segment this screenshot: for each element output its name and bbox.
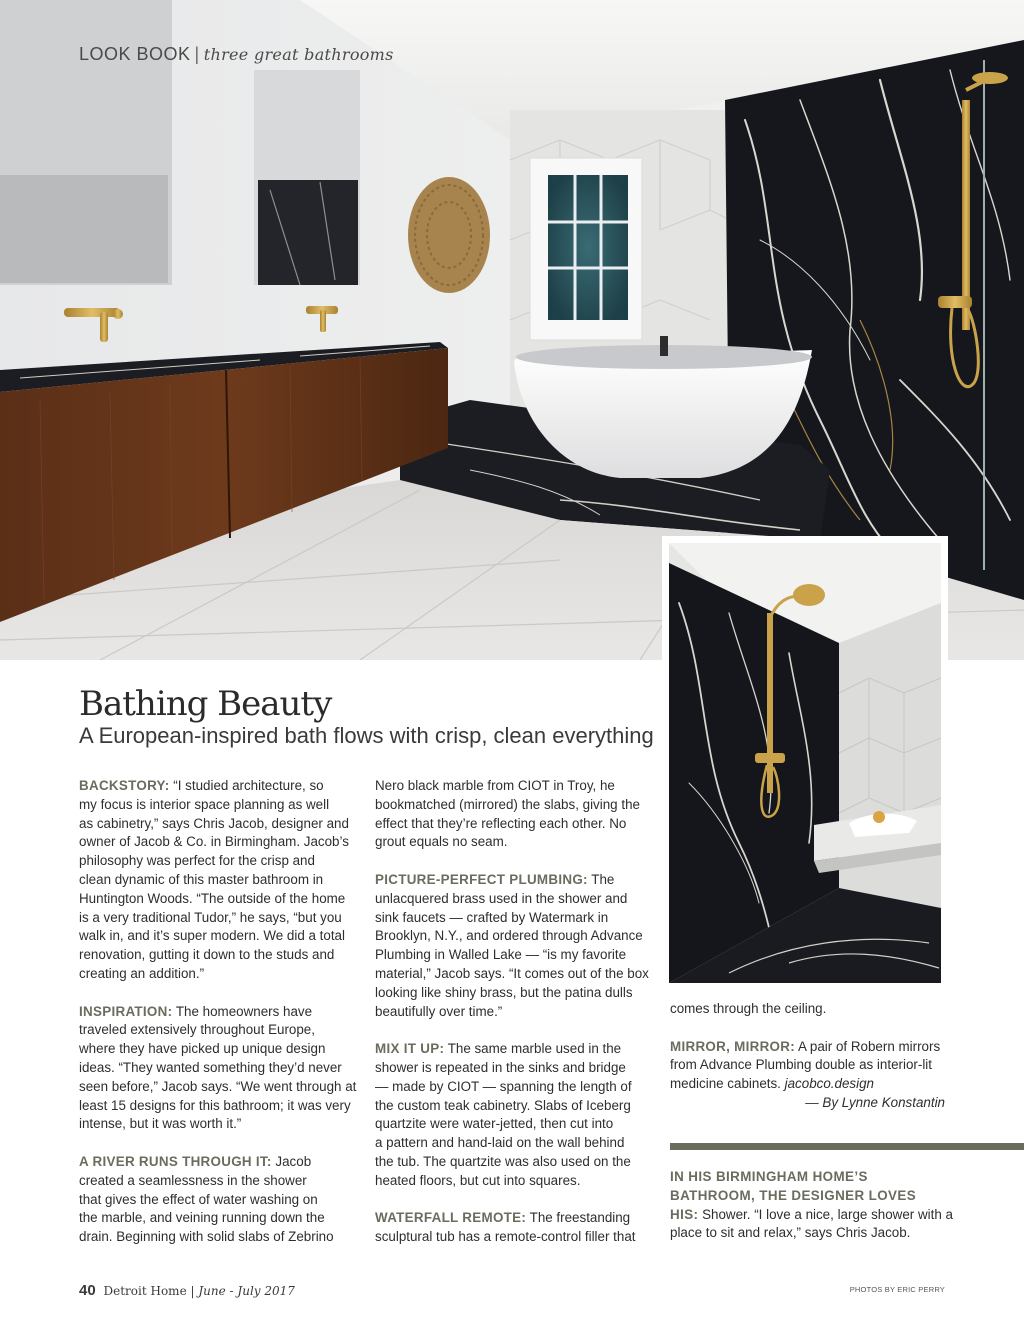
- body-text: bookmatched (mirrored) the slabs, giving the: [375, 796, 640, 812]
- text-line: [375, 984, 655, 1003]
- section-separator: |: [194, 44, 200, 64]
- article-deck: A European-inspired bath flows with crisp, clean everything: [79, 723, 654, 748]
- sidebar: [670, 1168, 960, 1243]
- paragraph-gap: [375, 852, 655, 871]
- inset-photo-illustration: [669, 543, 941, 983]
- text-line: [375, 1153, 655, 1172]
- article-headline: Bathing Beauty: [79, 684, 332, 724]
- body-text: unlacquered brass used in the shower and: [375, 890, 628, 906]
- body-text: that gives the effect of water washing on: [79, 1191, 318, 1207]
- text-line: [375, 890, 655, 909]
- text-line: [79, 796, 359, 815]
- paragraph-gap: [670, 1019, 950, 1038]
- sidebar-heading-line: IN HIS BIRMINGHAM HOME’S: [670, 1169, 868, 1184]
- magazine-name: Detroit Home: [103, 1284, 187, 1298]
- body-text: The freestanding: [526, 1210, 631, 1226]
- subhead: BACKSTORY:: [79, 778, 170, 793]
- body-text: owner of Jacob & Co. in Birmingham. Jacob’s: [79, 834, 349, 850]
- body-text: looking like shiny brass, but the patina dulls: [375, 984, 633, 1000]
- body-text: least 15 designs for this bathroom; it was very: [79, 1097, 351, 1113]
- page-number: 40: [79, 1282, 96, 1299]
- body-text: ideas. “They wanted something they’d never: [79, 1059, 342, 1075]
- text-line: [79, 852, 359, 871]
- body-text: my focus is interior space planning as well: [79, 796, 330, 812]
- body-text: shower is repeated in the sinks and bridge: [375, 1059, 626, 1075]
- subhead: INSPIRATION:: [79, 1003, 173, 1019]
- text-line: [79, 833, 359, 852]
- body-text: the tub. The quartzite was also used on the: [375, 1153, 631, 1169]
- body-text: The: [587, 871, 615, 887]
- text-line: [375, 965, 655, 984]
- article-column-1: [79, 777, 359, 1247]
- text-line: [670, 1056, 950, 1075]
- text-line: [79, 927, 359, 946]
- body-text: walk in, and it’s super modern. We did a total: [79, 928, 345, 944]
- text-line: [375, 1078, 655, 1097]
- body-text: created a seamlessness in the shower: [79, 1172, 307, 1188]
- text-line: [375, 1115, 655, 1134]
- body-text: beautifully over time.”: [375, 1003, 503, 1019]
- article-byline: — By Lynne Konstantin: [805, 1094, 945, 1110]
- paragraph-gap: [375, 1021, 655, 1040]
- sidebar-text-line: [670, 1206, 960, 1225]
- body-text: traveled extensively throughout Europe,: [79, 1022, 315, 1038]
- text-line: [79, 1021, 359, 1040]
- text-line: [375, 815, 655, 834]
- text-line: [375, 796, 655, 815]
- text-line: [375, 1097, 655, 1116]
- text-line: [375, 871, 655, 890]
- text-line: [79, 1097, 359, 1116]
- inset-photo: [662, 536, 948, 990]
- text-line: [375, 833, 655, 852]
- text-line: [79, 1003, 359, 1022]
- issue-date: June - July 2017: [198, 1284, 295, 1298]
- body-text: Nero black marble from CIOT in Troy, he: [375, 778, 615, 793]
- subhead: A RIVER RUNS THROUGH IT:: [79, 1153, 272, 1169]
- paragraph-gap: [79, 1134, 359, 1153]
- body-text: drain. Beginning with solid slabs of Zebrino: [79, 1229, 334, 1245]
- sidebar-text-line: place to sit and relax,” says Chris Jacob.: [670, 1225, 911, 1241]
- text-line: [375, 1003, 655, 1022]
- body-text: — made by CIOT — spanning the length of: [375, 1078, 632, 1094]
- subhead: MIX IT UP:: [375, 1041, 445, 1057]
- body-text: A pair of Robern mirrors: [795, 1038, 941, 1054]
- paragraph-gap: [79, 984, 359, 1003]
- body-text: “I studied architecture, so: [169, 778, 324, 793]
- body-text: where they have picked up unique design: [79, 1041, 326, 1057]
- text-line: [79, 909, 359, 928]
- photo-credit: PHOTOS BY ERIC PERRY: [849, 1285, 945, 1294]
- body-text: seen before,” Jacob says. “We went through at: [79, 1078, 357, 1094]
- body-text: heated floors, but cut into squares.: [375, 1172, 581, 1188]
- text-line: [375, 1059, 655, 1078]
- article-column-3: [670, 1000, 950, 1113]
- body-text: medicine cabinets.: [670, 1076, 785, 1092]
- page-folio: [79, 1282, 295, 1299]
- body-text: the custom teak cabinetry. Slabs of Iceberg: [375, 1097, 631, 1113]
- body-text: grout equals no seam.: [375, 834, 508, 850]
- folio-separator: |: [190, 1284, 195, 1298]
- text-line: [670, 1000, 950, 1019]
- text-line: [375, 927, 655, 946]
- body-text: material,” Jacob says. “It comes out of the box: [375, 965, 649, 981]
- text-line: [79, 1115, 359, 1134]
- text-line: [79, 890, 359, 909]
- text-line: [79, 1209, 359, 1228]
- body-text: clean dynamic of this master bathroom in: [79, 871, 324, 887]
- subhead: PICTURE-PERFECT PLUMBING:: [375, 871, 588, 887]
- text-line: [79, 1153, 359, 1172]
- body-text: as cabinetry,” says Chris Jacob, designer and: [79, 815, 349, 831]
- sidebar-rule: [670, 1143, 1024, 1150]
- body-text: comes through the ceiling.: [670, 1001, 827, 1016]
- text-line: [670, 1038, 950, 1057]
- text-line: [375, 909, 655, 928]
- text-line: [375, 1228, 655, 1247]
- subhead: WATERFALL REMOTE:: [375, 1210, 527, 1226]
- body-text: Brooklyn, N.Y., and ordered through Advance: [375, 928, 643, 944]
- text-line: [670, 1075, 950, 1094]
- text-line: [79, 1172, 359, 1191]
- text-line: [79, 777, 359, 796]
- paragraph-gap: [375, 1191, 655, 1210]
- body-text: is a very traditional Tudor,” he says, “but you: [79, 909, 342, 925]
- body-text: quartzite were water-jetted, then cut into: [375, 1116, 614, 1132]
- body-text: the marble, and veining running down the: [79, 1210, 325, 1226]
- body-text: The homeowners have: [172, 1003, 313, 1019]
- body-text: philosophy was perfect for the crisp and: [79, 853, 315, 869]
- section-name: LOOK BOOK: [79, 44, 191, 64]
- sidebar-heading-line: BATHROOM, THE DESIGNER LOVES: [670, 1187, 917, 1203]
- text-line: [79, 815, 359, 834]
- text-line: [375, 1040, 655, 1059]
- sidebar-text-start: Shower. “I love a nice, large shower with a: [698, 1206, 953, 1222]
- text-line: [79, 1059, 359, 1078]
- body-text: Jacob: [271, 1153, 312, 1169]
- text-line: [79, 871, 359, 890]
- body-text: sink faucets — crafted by Watermark in: [375, 909, 609, 925]
- text-line: [375, 1172, 655, 1191]
- body-text: renovation, gutting it down to the studs and: [79, 947, 335, 963]
- text-line: [79, 1191, 359, 1210]
- body-text: a pattern and hand-laid on the wall behind: [375, 1135, 625, 1151]
- article-column-3-body: [670, 1000, 950, 1094]
- text-line: [79, 965, 359, 984]
- body-text: The same marble used in the: [444, 1041, 622, 1057]
- body-text: from Advance Plumbing double as interior-lit: [670, 1057, 932, 1073]
- text-line: [79, 1228, 359, 1247]
- subhead: MIRROR, MIRROR:: [670, 1038, 796, 1054]
- article-column-2: [375, 777, 655, 1247]
- text-line: [375, 777, 655, 796]
- section-tag: [79, 44, 394, 65]
- body-text: sculptural tub has a remote-control filler that: [375, 1229, 636, 1245]
- text-line: [375, 946, 655, 965]
- sidebar-heading-end: HIS:: [670, 1206, 699, 1222]
- body-text: creating an addition.”: [79, 965, 205, 981]
- body-text: intense, but it was worth it.”: [79, 1116, 242, 1132]
- text-line: [79, 946, 359, 965]
- website-link[interactable]: jacobco.design: [784, 1076, 874, 1092]
- text-line: [79, 1040, 359, 1059]
- text-line: [79, 1078, 359, 1097]
- body-text: Plumbing in Walled Lake — “is my favorite: [375, 947, 627, 963]
- body-text: effect that they’re reflecting each other. No: [375, 815, 627, 831]
- body-text: Huntington Woods. “The outside of the home: [79, 890, 346, 906]
- text-line: [375, 1209, 655, 1228]
- text-line: [375, 1134, 655, 1153]
- section-subtitle: three great bathrooms: [203, 45, 394, 64]
